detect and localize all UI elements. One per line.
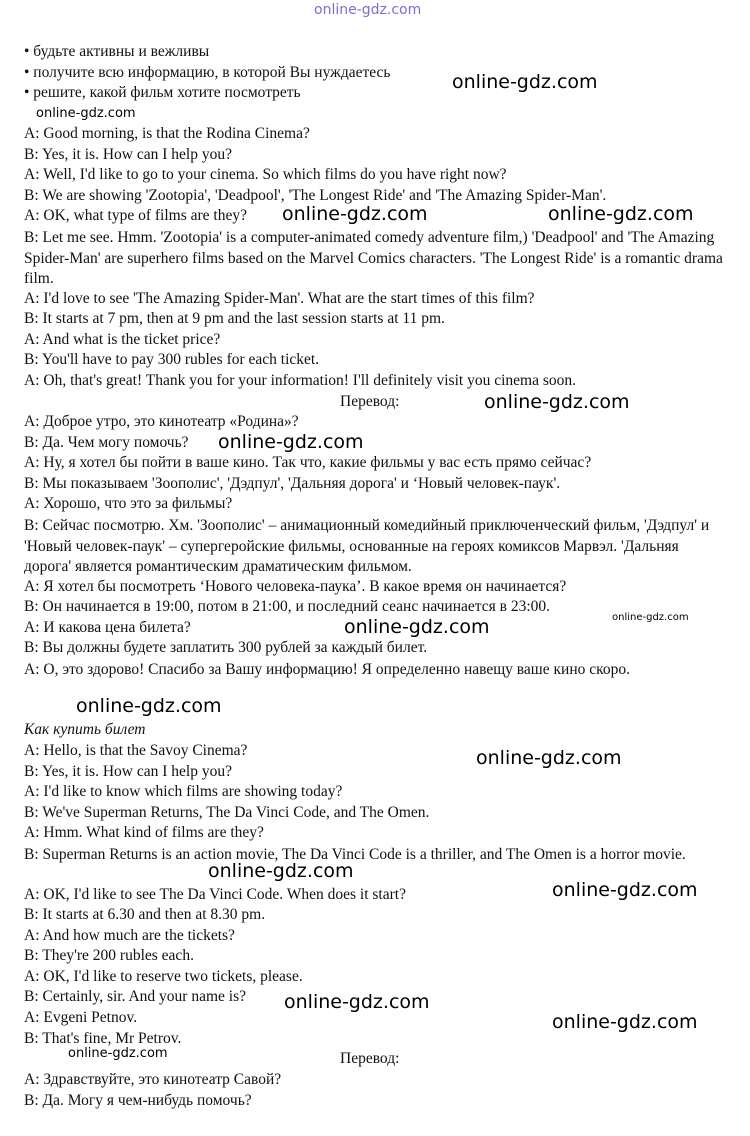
watermark: online-gdz.com [218,431,364,453]
dialog-line: B: We've Superman Returns, The Da Vinci Code, and The Omen. [24,804,430,821]
dialog-line: A: Hmm. What kind of films are they? [24,824,264,841]
dialog-line: A: Evgeni Petnov. [24,1009,138,1026]
dialog-line: A: And how much are the tickets? [24,927,235,944]
watermark: online-gdz.com [208,860,354,882]
dialog-line-ru: А: О, это здорово! Спасибо за Вашу информацию! Я определенно навещу ваше кино скоро. [24,661,630,678]
dialog-line-ru: А: Здравствуйте, это кинотеатр Савой? [24,1071,282,1088]
dialog-line-ru: А: Ну, я хотел бы пойти в ваше кино. Так что, какие фильмы у вас есть прямо сейчас? [24,454,592,471]
dialog-line: B: Superman Returns is an action movie, The Da Vinci Code is a thriller, and The Omen is a horror movie. [24,846,686,863]
dialog-line-ru: В: Вы должны будете заплатить 300 рублей за каждый билет. [24,639,428,656]
watermark: online-gdz.com [548,203,694,225]
tip-line: • получите всю информацию, в которой Вы нуждаетесь [24,64,391,81]
watermark: online-gdz.com [282,203,428,225]
watermark: online-gdz.com [76,695,222,717]
dialog-line: A: Hello, is that the Savoy Cinema? [24,742,248,759]
watermark: online-gdz.com [476,747,622,769]
dialog-line: A: OK, what type of films are they? [24,207,247,224]
watermark: online-gdz.com [36,106,136,121]
dialog-line-ru: А: Хорошо, что это за фильмы? [24,495,233,512]
dialog-line: B: Certainly, sir. And your name is? [24,988,246,1005]
dialog-line-ru: В: Да. Могу я чем-нибудь помочь? [24,1092,252,1109]
watermark: online-gdz.com [344,616,490,638]
dialog-line: A: And what is the ticket price? [24,331,221,348]
dialog-line-ru: В: Мы показываем 'Зоополис', 'Дэдпул', 'Дальняя дорога' и ‘Новый человек-паук'. [24,475,561,492]
watermark: online-gdz.com [284,991,430,1013]
dialog-line-ru: А: И какова цена билета? [24,619,191,636]
dialog-line: B: We are showing 'Zootopia', 'Deadpool', 'The Longest Ride' and 'The Amazing Spider-Man'. [24,187,607,204]
dialog-line: B: It starts at 7 pm, then at 9 pm and the last session starts at 11 pm. [24,310,445,327]
dialog-line-ru: А: Доброе утро, это кинотеатр «Родина»? [24,413,299,430]
watermark: online-gdz.com [612,612,689,623]
watermark: online-gdz.com [552,879,698,901]
dialog-line: A: I'd like to know which films are showing today? [24,783,343,800]
tip-line: • будьте активны и вежливы [24,43,210,60]
dialog-line-ru: В: Да. Чем могу помочь? [24,434,189,451]
watermark: online-gdz.com [68,1046,168,1061]
dialog-line: A: I'd love to see 'The Amazing Spider-Man'. What are the start times of this film? [24,290,535,307]
dialog-line: A: OK, I'd like to see The Da Vinci Code. When does it start? [24,886,406,903]
watermark: online-gdz.com [552,1011,698,1033]
dialog-line: B: Yes, it is. How can I help you? [24,146,232,163]
dialog-line: A: Good morning, is that the Rodina Cinema? [24,125,310,142]
watermark-top: online-gdz.com [314,2,422,18]
dialog-line-ru: А: Я хотел бы посмотреть ‘Нового человека-паука’. В какое время он начинается? [24,578,567,595]
dialog-line: B: They're 200 rubles each. [24,947,194,964]
dialog-line: B: Yes, it is. How can I help you? [24,763,232,780]
watermark: online-gdz.com [452,71,598,93]
translation-label: Перевод: [340,1050,400,1067]
dialog-line: A: Well, I'd like to go to your cinema. So which films do you have right now? [24,166,507,183]
watermark: online-gdz.com [484,391,630,413]
translation-label: Перевод: [340,393,400,410]
dialog-line: A: Oh, that's great! Thank you for your information! I'll definitely visit you cinema soon. [24,372,576,389]
dialog-line-ru: В: Он начинается в 19:00, потом в 21:00, и последний сеанс начинается в 23:00. [24,598,551,615]
section-title: Как купить билет [24,721,146,738]
tip-line: • решите, какой фильм хотите посмотреть [24,84,301,101]
dialog-line-ru: В: Сейчас посмотрю. Хм. 'Зоополис' – анимационный комедийный приключенческий фильм, 'Дэдпул' и 'Новый человек-паук' – супергеройские фильмы, основанные на героях комиксов Марвэл. 'Дальняя дорога' является романтическим драматическим фильмом. [24,517,710,575]
dialog-line: B: That's fine, Mr Petrov. [24,1030,182,1047]
dialog-line: B: It starts at 6.30 and then at 8.30 pm. [24,906,266,923]
dialog-line: A: OK, I'd like to reserve two tickets, please. [24,968,303,985]
dialog-line: B: You'll have to pay 300 rubles for each ticket. [24,351,320,368]
dialog-line: B: Let me see. Hmm. 'Zootopia' is a computer-animated comedy adventure film,) 'Deadpool' and 'The Amazing Spider-Man' are superhero films based on the Marvel Comics characters. 'The Longest Ride' is a romantic drama film. [24,229,723,287]
